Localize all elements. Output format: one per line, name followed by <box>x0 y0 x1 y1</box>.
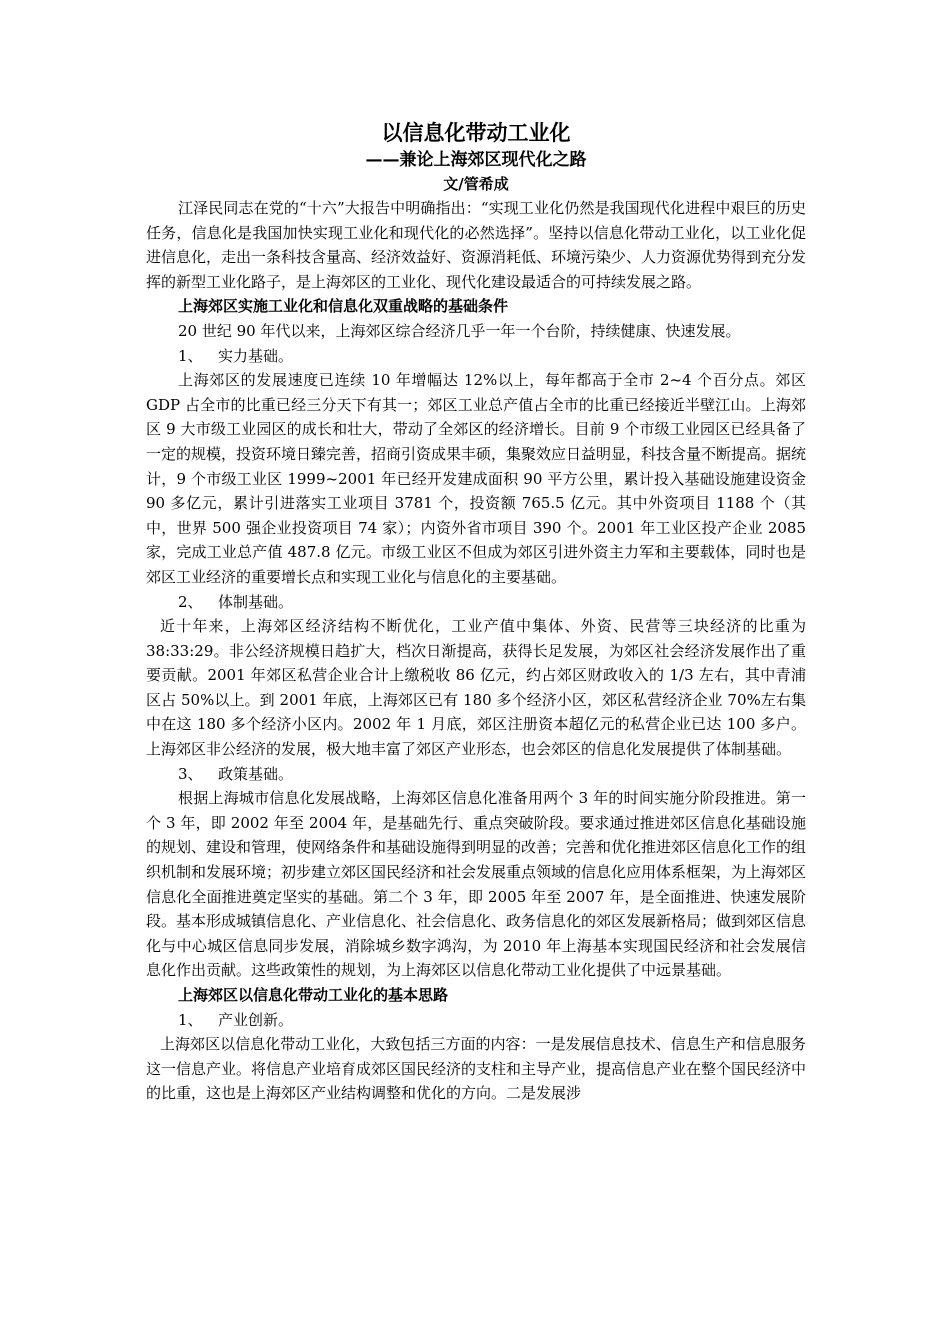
list-item-number: 1、 <box>178 1010 203 1029</box>
document-page <box>146 118 806 1106</box>
section-heading-approach: 上海郊区以信息化带动工业化的基本思路 <box>178 986 449 1004</box>
section-heading-foundations: 上海郊区实施工业化和信息化双重战略的基础条件 <box>178 297 509 316</box>
list-item-number: 3、 <box>178 764 203 783</box>
list-item-number: 2、 <box>178 592 203 611</box>
document-subtitle: ——兼论上海郊区现代化之路 <box>365 150 587 170</box>
list-item-system <box>146 590 806 615</box>
section-lead-paragraph: 20 世纪 90 年代以来，上海郊区综合经济几乎一年一个台阶，持续健康、快速发展。 <box>178 321 741 340</box>
list-item-label: 政策基础。 <box>218 764 294 783</box>
list-item-label: 体制基础。 <box>218 592 294 611</box>
list-item-industry-innovation <box>146 1008 806 1033</box>
document-title: 以信息化带动工业化 <box>381 121 571 145</box>
paragraph-industry-innovation: 上海郊区以信息化带动工业化，大致包括三方面的内容：一是发展信息技术、信息生产和信息服务这一信息产业。将信息产业培育成郊区国民经济的支柱和主导产业，提高信息产业在整个国民经济中的比重，这也是上海郊区产业结构调整和优化的方向。二是发展涉 <box>146 1035 807 1103</box>
list-item-number: 1、 <box>178 346 203 365</box>
list-item-policy <box>146 762 806 787</box>
paragraph-system: 近十年来，上海郊区经济结构不断优化，工业产值中集体、外资、民营等三块经济的比重为 38:33:29。非公经济规模日趋扩大，档次日渐提高，获得长足发展，为郊区社会经济发展作出了重要贡献。2001 年郊区私营企业合计上缴税收 86 亿元，约占郊区财政收入的 1/3 左右，其中青浦区占 50%以上。到 2001 年底，上海郊区已有 180 多个经济小区，郊区私营经济企业 70%左右集中在这 180 多个经济小区内。2002 年 1 月底，郊区注册资本超亿元的私营企业已达 100 多户。上海郊区非公经济的发展，极大地丰富了郊区产业形态，也会郊区的信息化发展提供了体制基础。 <box>146 617 806 759</box>
paragraph-policy: 根据上海城市信息化发展战略，上海郊区信息化准备用两个 3 年的时间实施分阶段推进。第一个 3 年，即 2002 年至 2004 年，是基础先行、重点突破阶段。要求通过推进郊区信息化基础设施的规划、建设和管理，使网络条件和基础设施得到明显的改善；完善和优化推进郊区信息化工作的组织机制和发展环境；初步建立郊区国民经济和社会发展重点领域的信息化应用体系框架，为上海郊区信息化全面推进奠定坚实的基础。第二个 3 年，即 2005 年至 2007 年，是全面推进、快速发展阶段。基本形成城镇信息化、产业信息化、社会信息化、政务信息化的郊区发展新格局；做到郊区信息化与中心城区信息同步发展，消除城乡数字鸿沟，为 2010 年上海基本实现国民经济和社会发展信息化作出贡献。这些政策性的规划，为上海郊区以信息化带动工业化提供了中远景基础。 <box>146 789 807 980</box>
intro-paragraph: 江泽民同志在党的“十六”大报告中明确指出：“实现工业化仍然是我国现代化进程中艰巨的历史任务，信息化是我国加快实现工业化和现代化的必然选择”。坚持以信息化带动工业化，以工业化促进信息化，走出一条科技含量高、经济效益好、资源消耗低、环境污染少、人力资源优势得到充分发挥的新型工业化路子，是上海郊区的工业化、现代化建设最适合的可持续发展之路。 <box>146 199 807 291</box>
list-item-strength <box>146 344 806 369</box>
paragraph-strength: 上海郊区的发展速度已连续 10 年增幅达 12%以上，每年都高于全市 2~4 个百分点。郊区 GDP 占全市的比重已经三分天下有其一；郊区工业总产值占全市的比重已经接近半壁江山。上海郊区 9 大市级工业园区的成长和壮大，带动了全郊区的经济增长。目前 9 个市级工业园区已经具备了一定的规模，投资环境日臻完善，招商引资成果丰硕，集聚效应日益明显，科技含量不断提高。据统计，9 个市级工业区 1999~2001 年已经开发建成面积 90 平方公里，累计投入基础设施建设资金 90 多亿元，累计引进落实工业项目 3781 个，投资额 765.5 亿元。其中外资项目 1188 个（其中，世界 500 强企业投资项目 74 家）；内资外省市项目 390 个。2001 年工业区投产企业 2085 家，完成工业总产值 487.8 亿元。市级工业区不但成为郊区引进外资主力军和主要载体，同时也是郊区工业经济的重要增长点和实现工业化与信息化的主要基础。 <box>146 371 807 586</box>
list-item-label: 产业创新。 <box>218 1010 294 1029</box>
document-author: 文/管希成 <box>443 175 509 193</box>
list-item-label: 实力基础。 <box>218 346 294 365</box>
